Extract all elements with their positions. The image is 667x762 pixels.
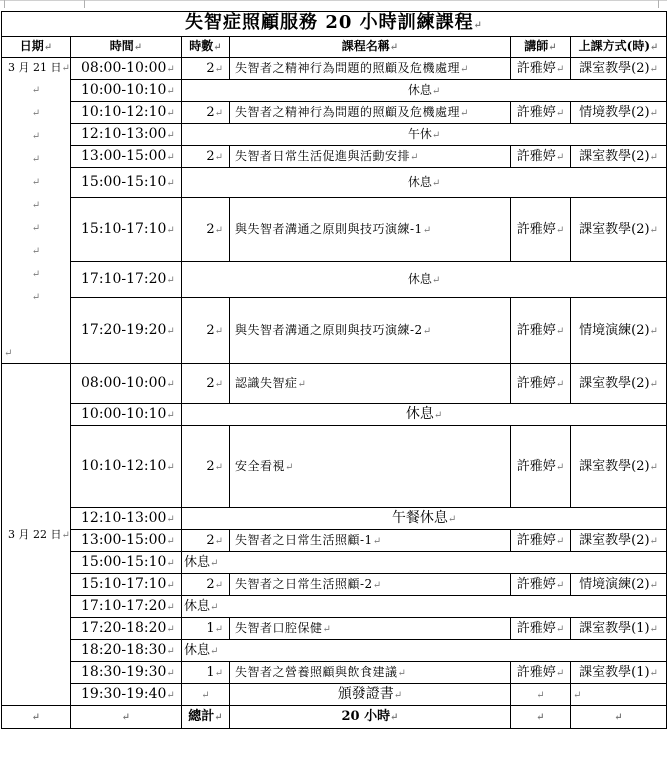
ruler-tick <box>658 0 659 8</box>
time-cell: 12:10-13:00↵ <box>71 508 182 530</box>
header-hours: 時數↵ <box>182 37 230 58</box>
rest-cell: 午餐休息↵ <box>182 508 667 530</box>
ruler-tick <box>4 0 5 8</box>
header-time: 時間↵ <box>71 37 182 58</box>
course-cell: 失智者之精神行為問題的照顧及危機處理↵ <box>230 102 511 124</box>
paragraph-mark: ↵ <box>166 85 175 97</box>
total-empty <box>511 706 571 729</box>
paragraph-mark: ↵ <box>166 461 175 473</box>
table-row <box>2 426 667 508</box>
hours-cell: 2↵ <box>182 146 230 168</box>
course-cell: 失智者日常生活促進與活動安排↵ <box>230 146 511 168</box>
rest-cell: 休息↵ <box>182 640 667 662</box>
time-cell: 15:00-15:10↵ <box>71 168 182 198</box>
hours-cell: 2↵ <box>182 102 230 124</box>
hours-cell <box>182 684 230 706</box>
date-label: 3 月 21 日↵ <box>8 61 70 74</box>
teacher-cell: 許雅婷↵ <box>511 426 571 508</box>
course-cell: 失智者口腔保健↵ <box>230 618 511 640</box>
total-value: 20 小時↵ <box>230 706 511 729</box>
table-row <box>2 146 667 168</box>
table-row <box>2 404 667 426</box>
rest-cell: 休息↵ <box>182 404 667 426</box>
paragraph-mark: ↵ <box>166 579 175 591</box>
total-empty <box>2 706 71 729</box>
teacher-cell: 許雅婷↵ <box>511 364 571 404</box>
paragraph-mark: ↵ <box>210 601 219 613</box>
paragraph-mark: ↵ <box>166 224 175 236</box>
paragraph-mark: ↵ <box>214 325 223 337</box>
method-cell <box>571 684 667 706</box>
table-row <box>2 640 667 662</box>
paragraph-mark: ↵ <box>166 63 175 75</box>
table-row <box>2 618 667 640</box>
paragraph-mark: ↵ <box>166 107 175 119</box>
time-cell: 12:10-13:00↵ <box>71 124 182 146</box>
paragraph-mark: ↵ <box>61 63 70 74</box>
teacher-cell: 許雅婷↵ <box>511 198 571 262</box>
time-cell: 10:00-10:10↵ <box>71 80 182 102</box>
time-cell: 18:30-19:30↵ <box>71 662 182 684</box>
paragraph-mark: ↵ <box>214 712 223 723</box>
paragraph-mark: ↵ <box>297 378 307 390</box>
teacher-cell: 許雅婷↵ <box>511 574 571 596</box>
method-cell: 課室教學(2)↵ <box>571 426 667 508</box>
table-row <box>2 574 667 596</box>
paragraph-mark: ↵ <box>649 63 658 75</box>
paragraph-mark: ↵ <box>555 579 565 591</box>
paragraph-mark: ↵ <box>372 535 382 547</box>
table-row <box>2 102 667 124</box>
method-cell: 課室教學(1)↵ <box>571 618 667 640</box>
teacher-cell: 許雅婷↵ <box>511 146 571 168</box>
paragraph-mark: ↵ <box>460 63 469 75</box>
paragraph-mark: ↵ <box>214 461 223 473</box>
paragraph-mark: ↵ <box>649 535 658 547</box>
table-row <box>2 58 667 80</box>
rest-cell: 午休↵ <box>182 124 667 146</box>
table-row <box>2 168 667 198</box>
paragraph-mark: ↵ <box>433 409 443 421</box>
header-teacher: 講師↵ <box>511 37 571 58</box>
time-cell: 15:00-15:10↵ <box>71 552 182 574</box>
paragraph-mark: ↵ <box>555 623 565 635</box>
paragraph-mark: ↵ <box>210 645 219 657</box>
time-cell: 08:00-10:00↵ <box>71 364 182 404</box>
hours-cell: 2↵ <box>182 364 230 404</box>
rest-cell: 頒發證書↵ <box>230 684 511 706</box>
hours-cell: 2↵ <box>182 530 230 552</box>
time-cell: 10:10-12:10↵ <box>71 102 182 124</box>
method-cell: 情境演練(2)↵ <box>571 574 667 596</box>
paragraph-mark: ↵ <box>555 107 565 119</box>
hours-cell: 2↵ <box>182 198 230 262</box>
paragraph-mark: ↵ <box>214 107 223 119</box>
paragraph-mark: ↵ <box>573 689 582 701</box>
course-cell: 與失智者溝通之原則與技巧演練-2↵ <box>230 298 511 364</box>
paragraph-mark: ↵ <box>166 129 175 141</box>
course-cell: 失智者之日常生活照顧-1↵ <box>230 530 511 552</box>
paragraph-mark: ↵ <box>393 689 403 701</box>
paragraph-mark: ↵ <box>210 557 219 569</box>
teacher-cell: 許雅婷↵ <box>511 102 571 124</box>
paragraph-mark: ↵ <box>322 623 332 635</box>
paragraph-mark: ↵ <box>555 378 565 390</box>
paragraph-mark: ↵ <box>166 623 175 635</box>
table-row <box>2 552 667 574</box>
paragraph-mark: ↵ <box>649 667 658 679</box>
paragraph-mark: ↵ <box>431 177 441 189</box>
paragraph-mark: ↵ <box>555 224 565 236</box>
ruler-tick <box>84 0 85 8</box>
method-cell: 課室教學(2)↵ <box>571 364 667 404</box>
total-empty <box>571 706 667 729</box>
table-title: 失智症照顧服務 20 小時訓練課程↵ <box>2 12 667 37</box>
paragraph-mark: ↵ <box>214 378 223 390</box>
time-cell: 10:10-12:10↵ <box>71 426 182 508</box>
paragraph-mark: ↵ <box>166 274 175 286</box>
table-row <box>2 198 667 262</box>
paragraph-mark: ↵ <box>285 461 294 473</box>
hours-cell: 2↵ <box>182 574 230 596</box>
paragraph-mark: ↵ <box>422 325 432 337</box>
paragraph-mark: ↵ <box>431 129 441 141</box>
paragraph-mark: ↵ <box>166 177 175 189</box>
paragraph-mark: ↵ <box>410 151 419 163</box>
paragraph-mark: ↵ <box>460 107 469 119</box>
paragraph-mark: ↵ <box>555 151 565 163</box>
paragraph-mark: ↵ <box>555 667 565 679</box>
paragraph-mark: ↵ <box>166 325 175 337</box>
paragraph-mark: ↵ <box>372 579 382 591</box>
method-cell: 課室教學(1)↵ <box>571 662 667 684</box>
time-cell: 17:20-18:20↵ <box>71 618 182 640</box>
paragraph-mark: ↵ <box>61 529 70 541</box>
paragraph-mark: ↵ <box>649 107 658 119</box>
paragraph-mark: ↵ <box>166 645 175 657</box>
header-course: 課程名稱↵ <box>230 37 511 58</box>
time-cell: 17:10-17:20↵ <box>71 262 182 298</box>
date-label: 3 月 22 日↵ <box>8 527 70 541</box>
paragraph-mark: ↵ <box>649 461 658 473</box>
paragraph-mark: ↵ <box>431 274 441 286</box>
paragraph-mark: ↵ <box>166 535 175 547</box>
paragraph-mark: ↵ <box>555 535 565 547</box>
teacher-cell: 許雅婷↵ <box>511 298 571 364</box>
table-row <box>2 530 667 552</box>
rest-cell: 休息↵ <box>182 552 667 574</box>
paragraph-mark: ↵ <box>614 712 623 723</box>
paragraph-mark: ↵ <box>447 513 457 525</box>
header-method: 上課方式(時)↵ <box>571 37 667 58</box>
paragraph-mark: ↵ <box>649 151 658 163</box>
paragraph-mark: ↵ <box>555 461 565 473</box>
time-cell: 13:00-15:00↵ <box>71 146 182 168</box>
time-cell: 08:00-10:00↵ <box>71 58 182 80</box>
day2-date-cell <box>2 364 71 706</box>
course-cell: 失智者之精神行為問題的照顧及危機處理↵ <box>230 58 511 80</box>
paragraph-mark: ↵ <box>536 712 545 723</box>
paragraph-mark: ↵ <box>4 348 13 359</box>
paragraph-marks: ↵ ↵ ↵ ↵ ↵ ↵ ↵ ↵ ↵ ↵ <box>31 85 41 303</box>
paragraph-mark: ↵ <box>166 409 175 421</box>
paragraph-mark: ↵ <box>166 151 175 163</box>
table-row <box>2 124 667 146</box>
total-row <box>2 706 667 729</box>
paragraph-mark: ↵ <box>121 712 131 723</box>
hours-cell: 1↵ <box>182 618 230 640</box>
paragraph-mark: ↵ <box>201 689 210 701</box>
paragraph-mark: ↵ <box>431 85 441 97</box>
rest-cell: 休息↵ <box>182 80 667 102</box>
paragraph-mark: ↵ <box>555 325 565 337</box>
paragraph-mark: ↵ <box>390 712 399 723</box>
teacher-cell: 許雅婷↵ <box>511 530 571 552</box>
paragraph-mark: ↵ <box>214 579 223 591</box>
teacher-cell: 許雅婷↵ <box>511 58 571 80</box>
hours-cell: 2↵ <box>182 298 230 364</box>
paragraph-mark: ↵ <box>166 601 175 613</box>
teacher-cell: 許雅婷↵ <box>511 618 571 640</box>
header-date: 日期↵ <box>2 37 71 58</box>
time-cell: 13:00-15:00↵ <box>71 530 182 552</box>
paragraph-mark: ↵ <box>214 623 223 635</box>
paragraph-mark: ↵ <box>166 513 175 525</box>
paragraph-mark: ↵ <box>214 535 223 547</box>
hours-cell: 2↵ <box>182 58 230 80</box>
header-row <box>2 37 667 58</box>
table-row <box>2 662 667 684</box>
paragraph-mark: ↵ <box>166 689 175 701</box>
paragraph-mark: ↵ <box>555 63 565 75</box>
paragraph-mark: ↵ <box>214 224 223 236</box>
table-row <box>2 80 667 102</box>
method-cell: 課室教學(2)↵ <box>571 58 667 80</box>
teacher-cell <box>511 684 571 706</box>
time-cell: 15:10-17:10↵ <box>71 198 182 262</box>
course-cell: 失智者之營養照顧與飲食建議↵ <box>230 662 511 684</box>
hours-cell: 2↵ <box>182 426 230 508</box>
teacher-cell: 許雅婷↵ <box>511 662 571 684</box>
course-cell: 認識失智症↵ <box>230 364 511 404</box>
table-row <box>2 364 667 404</box>
table-row <box>2 596 667 618</box>
total-label: 總計↵ <box>182 706 230 729</box>
table-row <box>2 684 667 706</box>
course-cell: 安全看視↵ <box>230 426 511 508</box>
rest-cell: 休息↵ <box>182 168 667 198</box>
paragraph-mark: ↵ <box>649 325 658 337</box>
time-cell: 19:30-19:40↵ <box>71 684 182 706</box>
method-cell: 情境教學(2)↵ <box>571 102 667 124</box>
time-cell: 10:00-10:10↵ <box>71 404 182 426</box>
method-cell: 情境演練(2)↵ <box>571 298 667 364</box>
time-cell: 18:20-18:30↵ <box>71 640 182 662</box>
paragraph-mark: ↵ <box>536 689 545 701</box>
paragraph-mark: ↵ <box>397 667 407 679</box>
paragraph-mark: ↵ <box>166 378 175 390</box>
paragraph-mark: ↵ <box>31 712 41 723</box>
method-cell: 課室教學(2)↵ <box>571 530 667 552</box>
time-cell: 17:10-17:20↵ <box>71 596 182 618</box>
paragraph-mark: ↵ <box>422 224 432 236</box>
rest-cell: 休息↵ <box>182 262 667 298</box>
hours-cell: 1↵ <box>182 662 230 684</box>
time-cell: 15:10-17:10↵ <box>71 574 182 596</box>
paragraph-mark: ↵ <box>214 151 223 163</box>
total-empty <box>71 706 182 729</box>
table-row <box>2 508 667 530</box>
method-cell: 課室教學(2)↵ <box>571 146 667 168</box>
course-cell: 與失智者溝通之原則與技巧演練-1↵ <box>230 198 511 262</box>
paragraph-mark: ↵ <box>214 63 223 75</box>
paragraph-mark: ↵ <box>649 224 658 236</box>
paragraph-mark: ↵ <box>166 667 175 679</box>
ruler-line <box>0 0 667 1</box>
table-row <box>2 262 667 298</box>
paragraph-mark: ↵ <box>649 623 658 635</box>
day1-date-cell <box>2 58 71 364</box>
method-cell: 課室教學(2)↵ <box>571 198 667 262</box>
paragraph-mark: ↵ <box>649 378 658 390</box>
paragraph-mark: ↵ <box>649 579 658 591</box>
paragraph-mark: ↵ <box>214 667 223 679</box>
course-cell: 失智者之日常生活照顧-2↵ <box>230 574 511 596</box>
schedule-table <box>1 11 667 729</box>
paragraph-mark: ↵ <box>166 557 175 569</box>
table-row <box>2 298 667 364</box>
time-cell: 17:20-19:20↵ <box>71 298 182 364</box>
rest-cell: 休息↵ <box>182 596 667 618</box>
